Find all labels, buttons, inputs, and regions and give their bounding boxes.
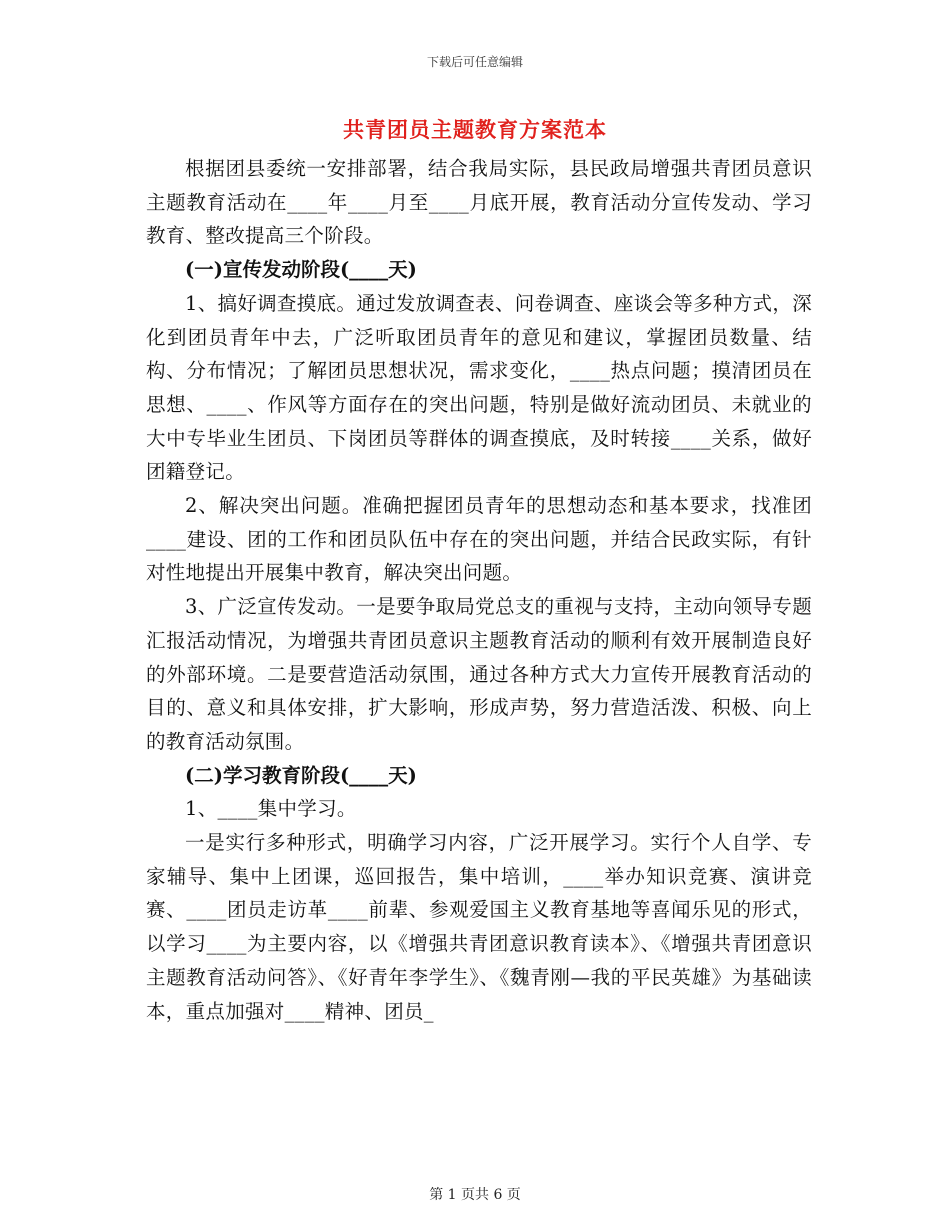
paragraph-2: 2、解决突出问题。准确把握团员青年的思想动态和基本要求，找准团____建设、团的工作和团员队伍中存在的突出问题，并结合民政实际，有针对性地提出开展集中教育，解决突出问题。 [146,494,812,585]
paragraph-1: 1、搞好调查摸底。通过发放调查表、问卷调查、座谈会等多种方式，深化到团员青年中去，广泛听取团员青年的意见和建议，掌握团员数量、结构、分布情况；了解团员思想状况，需求变化，____热点问题；摸清团员在思想、____、作风等方面存在的突出问题，特别是做好流动团员、未就业的大中专毕业生团员、下岗团员等群体的调查摸底，及时转接____关系，做好团籍登记。 [146,291,812,484]
header-note: 下载后可任意编辑 [426,55,523,69]
document-title: 共青团员主题教育方案范本 [343,117,607,142]
document-body [146,152,812,1028]
paragraph-4: 1、____集中学习。 [185,797,357,821]
section-heading-2: (二)学习教育阶段(____天) [185,763,417,787]
page-number-footer: 第 1 页共 6 页 [429,1187,521,1203]
intro-paragraph: 根据团县委统一安排部署，结合我局实际，县民政局增强共青团员意识主题教育活动在____年____月至____月底开展，教育活动分宣传发动、学习教育、整改提高三个阶段。 [146,157,812,248]
paragraph-3: 3、广泛宣传发动。一是要争取局党总支的重视与支持，主动向领导专题汇报活动情况，为增强共青团员意识主题教育活动的顺利有效开展制造良好的外部环境。二是要营造活动氛围，通过各种方式大力宣传开展教育活动的目的、意义和具体安排，扩大影响，形成声势，努力营造活泼、积极、向上的教育活动氛围。 [146,595,812,753]
paragraph-5: 一是实行多种形式，明确学习内容，广泛开展学习。实行个人自学、专家辅导、集中上团课，巡回报告，集中培训，____举办知识竞赛、演讲竞赛、____团员走访革____前辈、参观爱国主义教育基地等喜闻乐见的形式，以学习____为主要内容，以《增强共青团意识教育读本》、《增强共青团意识主题教育活动问答》、《好青年李学生》、《魏青刚—我的平民英雄》为基础读本，重点加强对____精神、团员_ [146,831,812,1023]
section-heading-1: (一)宣传发动阶段(____天) [185,258,417,282]
